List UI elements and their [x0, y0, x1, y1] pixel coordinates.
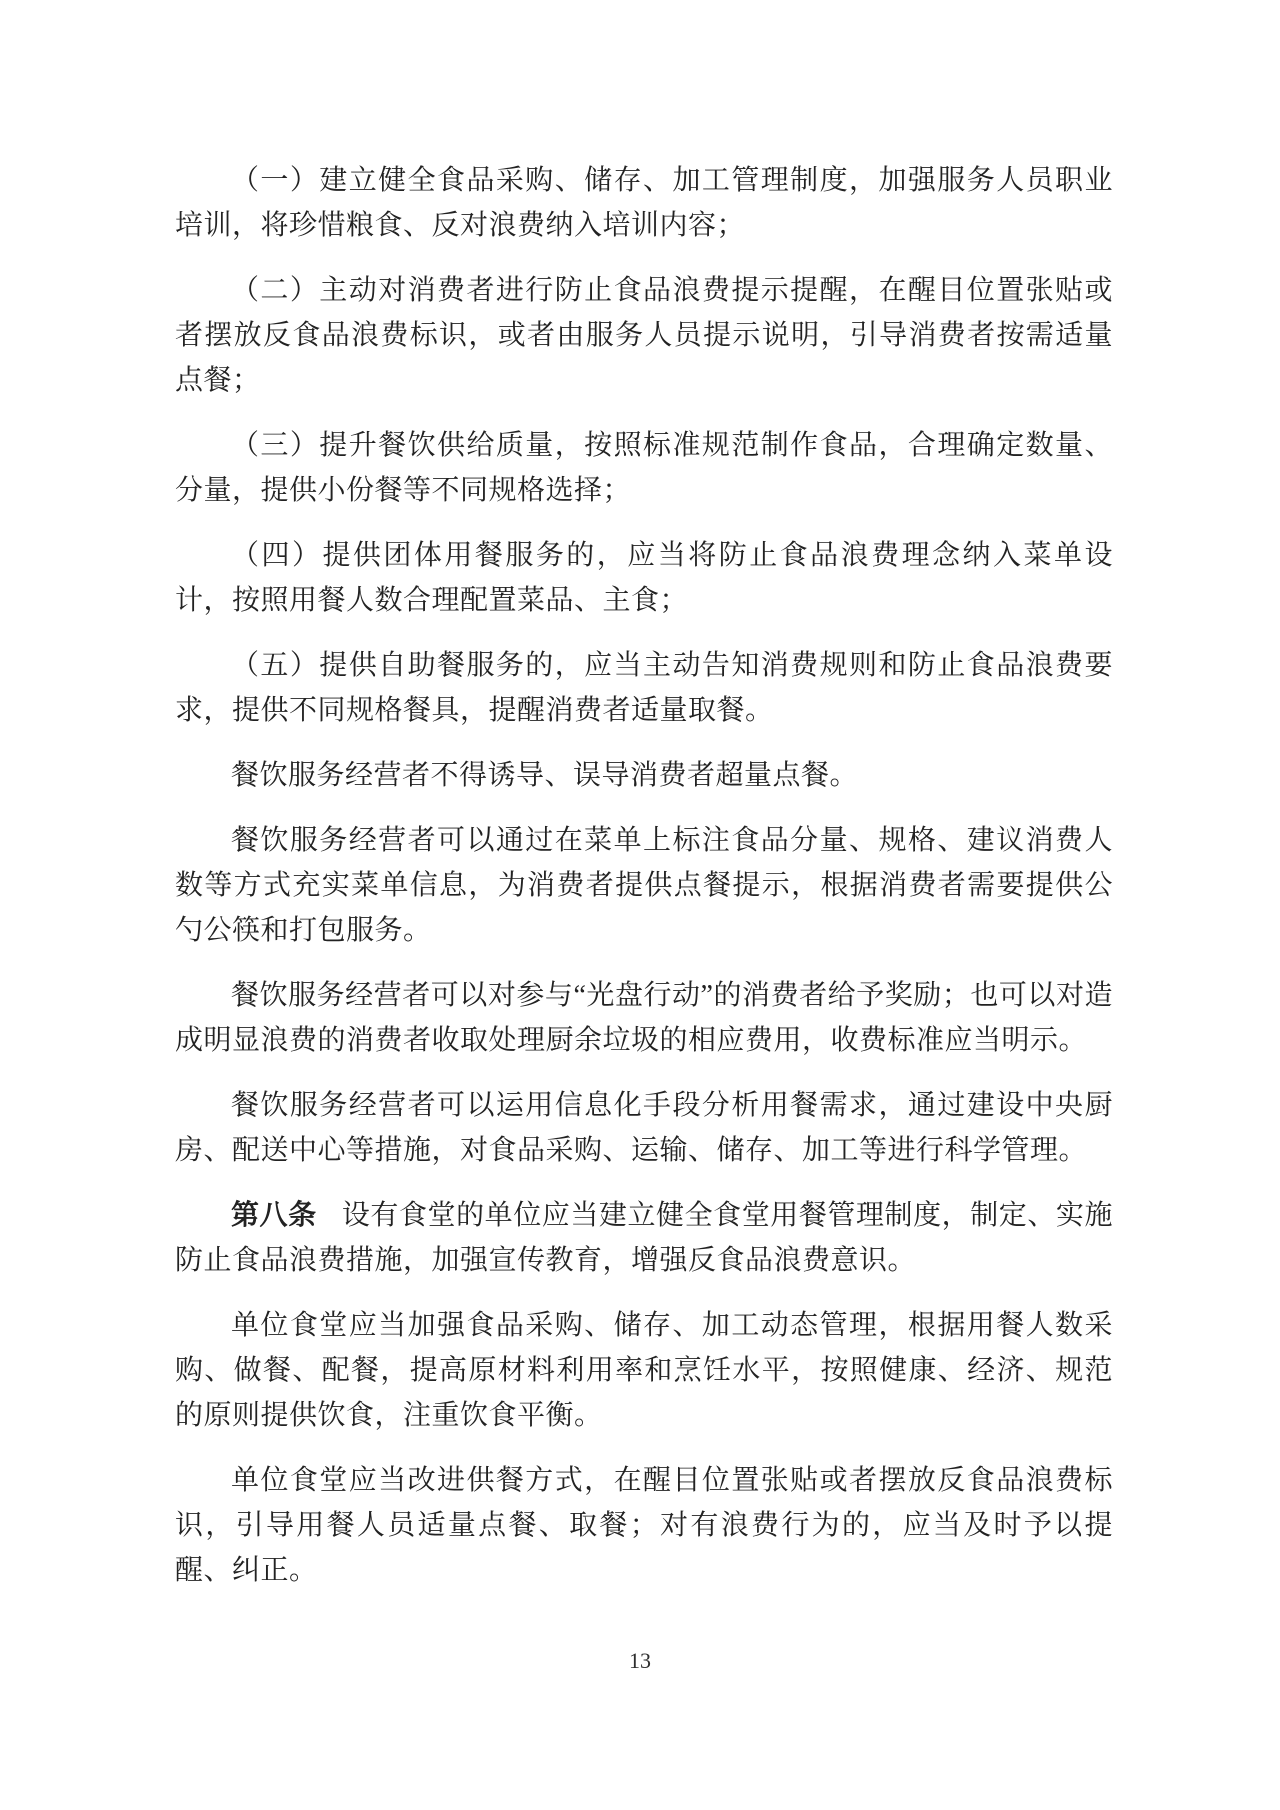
paragraph — [175, 268, 1113, 403]
paragraph — [175, 423, 1113, 513]
paragraph — [175, 753, 1113, 798]
article-number: 第八条 — [231, 1200, 317, 1231]
paragraph-text: （三）提升餐饮供给质量，按照标准规范制作食品，合理确定数量、分量，提供小份餐等不同规格选择； — [175, 430, 1113, 506]
document-body — [175, 158, 1113, 1593]
paragraph-text: 餐饮服务经营者可以运用信息化手段分析用餐需求，通过建设中央厨房、配送中心等措施，对食品采购、运输、储存、加工等进行科学管理。 — [175, 1090, 1113, 1166]
paragraph — [175, 1458, 1113, 1593]
paragraph-text: 餐饮服务经营者可以通过在菜单上标注食品分量、规格、建议消费人数等方式充实菜单信息，为消费者提供点餐提示，根据消费者需要提供公勺公筷和打包服务。 — [175, 825, 1113, 946]
paragraph-text: 餐饮服务经营者不得诱导、误导消费者超量点餐。 — [231, 760, 859, 791]
paragraph-text: （二）主动对消费者进行防止食品浪费提示提醒，在醒目位置张贴或者摆放反食品浪费标识，或者由服务人员提示说明，引导消费者按需适量点餐； — [175, 275, 1113, 396]
paragraph-text: 设有食堂的单位应当建立健全食堂用餐管理制度，制定、实施防止食品浪费措施，加强宣传教育，增强反食品浪费意识。 — [175, 1200, 1113, 1276]
paragraph — [175, 818, 1113, 953]
page-number: 13 — [629, 1648, 651, 1673]
paragraph — [175, 533, 1113, 623]
paragraph — [175, 158, 1113, 248]
paragraph — [175, 1303, 1113, 1438]
paragraph-text: 单位食堂应当改进供餐方式，在醒目位置张贴或者摆放反食品浪费标识，引导用餐人员适量点餐、取餐；对有浪费行为的，应当及时予以提醒、纠正。 — [175, 1465, 1113, 1586]
paragraph-text: （五）提供自助餐服务的，应当主动告知消费规则和防止食品浪费要求，提供不同规格餐具，提醒消费者适量取餐。 — [175, 650, 1113, 726]
paragraph — [175, 1193, 1113, 1283]
paragraph-text: （一）建立健全食品采购、储存、加工管理制度，加强服务人员职业培训，将珍惜粮食、反对浪费纳入培训内容； — [175, 165, 1113, 241]
paragraph-text: 餐饮服务经营者可以对参与“光盘行动”的消费者给予奖励；也可以对造成明显浪费的消费者收取处理厨余垃圾的相应费用，收费标准应当明示。 — [175, 980, 1113, 1056]
paragraph-text: （四）提供团体用餐服务的，应当将防止食品浪费理念纳入菜单设计，按照用餐人数合理配置菜品、主食； — [175, 540, 1113, 616]
paragraph-text: 单位食堂应当加强食品采购、储存、加工动态管理，根据用餐人数采购、做餐、配餐，提高原材料利用率和烹饪水平，按照健康、经济、规范的原则提供饮食，注重饮食平衡。 — [175, 1310, 1113, 1431]
paragraph — [175, 1083, 1113, 1173]
paragraph — [175, 973, 1113, 1063]
paragraph — [175, 643, 1113, 733]
